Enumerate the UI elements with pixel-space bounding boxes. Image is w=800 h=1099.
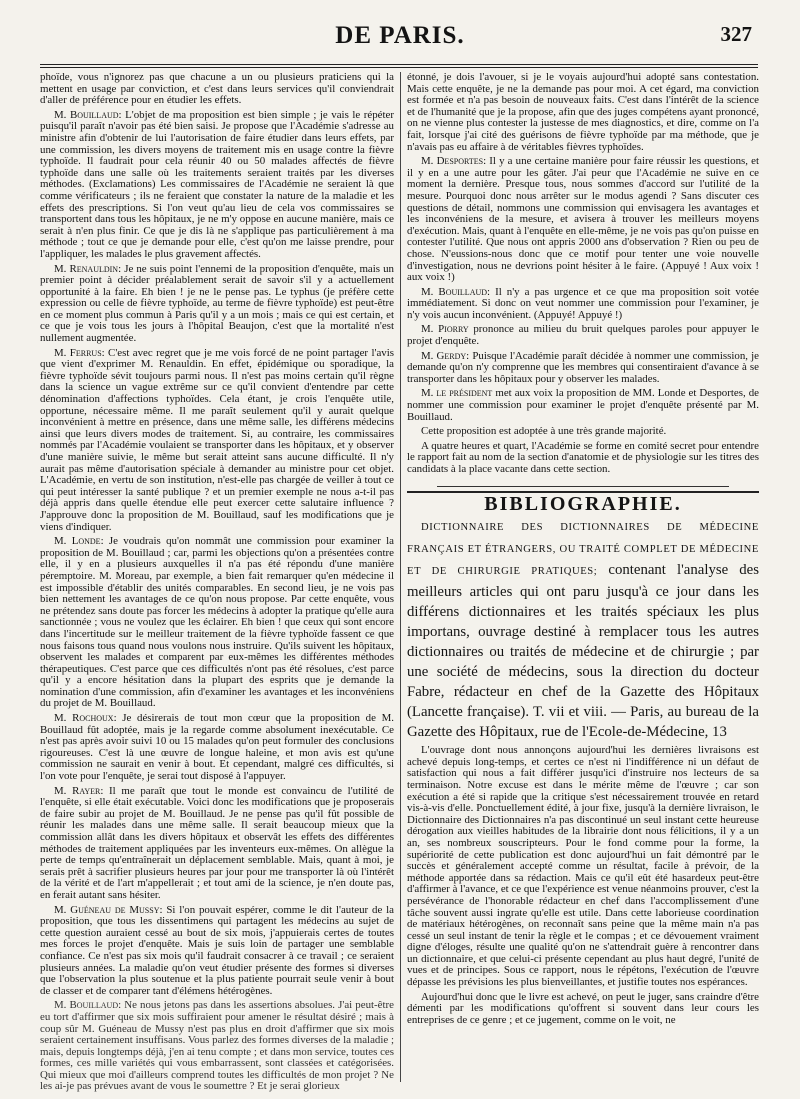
bibliography-title: DICTIONNAIRE DES DICTIONNAIRES DE MÉDECINE FRANÇAIS ET ÉTRANGERS, OU TRAITÉ COMPLET DE MÉDECINE ET DE CHIRURGIE PRATIQUES; (407, 522, 759, 578)
paragraph (40, 264, 394, 345)
header-rule (40, 64, 758, 68)
speaker-name: M. Bouillaud (421, 285, 488, 298)
speaker-name: M. le président (421, 387, 493, 400)
speaker-name: M. Rayer (54, 784, 101, 797)
speech-text: : Je désirerais de tout mon cœur que la proposition de M. Bouillaud fût adoptée, mais je la regarde comme absolument inexécutable. Ce n'est pas après avoir suivi 10 ou 15 malades qu'on peut formuler des conclusions rigoureuses. C'est là une œuvre de longue haleine, et mon avis est qu'une commission ne saurait en venir à bout. Et cependant, malgré ces difficultés, si l'on vote pour l'enquête, je serai tout disposé à l'appuyer. (40, 712, 394, 783)
paragraph: étonné, je dois l'avouer, si je le voyais aujourd'hui adopté sans contestation. Mais cette enquête, je ne la demande pas pour moi. A cet égard, ma conviction est formée et n'a pas besoin de nouveaux faits. C'est dans l'intérêt de la science et de l'humanité que je la propose, afin que des juges compétens ayant prononcé, on ne vienne plus contester la justesse de mes diagnostics, et dire, comme on l'a fait, lorsque j'ai cité des guérisons de fièvre typhoïde par ma méthode, que je n'avais pas eu affaire à de véritables fièvres typhoïdes. (407, 71, 759, 153)
paragraph (407, 287, 759, 322)
paragraph: A quatre heures et quart, l'Académie se forme en comité secret pour entendre le rapport fait au nom de la section d'anatomie et de physiologie sur les titres des candidats à la place vacante dans cette section. (407, 439, 759, 475)
speaker-name: M. Rochoux (54, 712, 114, 725)
paragraph: Aujourd'hui donc que le livre est achevé, on peut le juger, sans craindre d'être démenti par les modifications qu'offrent si souvent dans leur cours les entreprises de ce genre ; et ce jugement, comme on le voit, ne (407, 990, 759, 1026)
paragraph (40, 713, 394, 783)
speech-text: : Il n'y a pas urgence et ce que ma proposition soit votée immédiatement. Si donc on veut nommer une commission pour l'examiner, je n'y vois aucun inconvénient. (Appuyé! Appuyé !) (407, 285, 760, 321)
speech-text: met aux voix la proposition de MM. Londe et Desportes, de nommer une commission pour examiner le projet d'enquête présenté par M. Bouillaud. (407, 387, 759, 423)
paragraph (40, 1000, 394, 1093)
paragraph (407, 351, 759, 386)
section-title: BIBLIOGRAPHIE. (484, 492, 682, 515)
paragraph: L'ouvrage dont nous annonçons aujourd'hui les dernières livraisons est achevé depuis long-temps, et certes ce n'est ni l'indifférence ni un défaut de satisfaction qui nous a fait différer jusqu'ici d'instruire nos lecteurs de sa terminaison. Notre excuse est dans le mérite même de l'œuvre ; car son exécution a été si rapide que la critique s'est nécessairement trouvée en retard vis-à-vis d'elle. Ponctuellement édité, à jour fixe, jusqu'à la dernière livraison, le Dictionnaire des Dictionnaires n'a pas discontinué un seul instant cette heureuse dérogation aux vieilles habitudes de la librairie dont nous félicitions, il y a un an, ses nombreux souscripteurs. Pour le fond comme pour la forme, la supériorité de cette publication est donc aujourd'hui un fait démontré par le succès et généralement accepté comme un résultat, facile à prévoir, de la méthode apportée dans sa rédaction. Mais ce qu'il eût été hasardeux peut-être d'affirmer à l'avance, et ce que l'expérience est venue néanmoins prouver, c'est la persévérance de l'honorable rédacteur en chef dans l'accomplissement d'une tâche souvent aussi ingrate qu'elle est utile. Dans cette laborieuse coordination de matériaux hétérogènes, on reconnaît sans peine que la même main n'a pas cessé un seul instant de tenir la règle et le compas ; et ce dévouement vraiment digne d'éloges, résulte une qualité qu'on ne s'attendrait guère à rencontrer dans un dictionnaire, et que celui-ci présente cependant au plus haut degré, l'unité de vues et de principes. Sous ce rapport, nous le répétons, l'exécution de l'œuvre dépasse les prévisions les plus bienveillantes, et justifie toutes nos espérances. (407, 744, 759, 989)
paragraph (40, 905, 394, 998)
speech-text: : Il y a une certaine manière pour faire réussir les questions, et il y en a une autre pour les gâter. J'ai peur que l'Académie ne suive en ce moment la dernière. Presque tous, nous sommes d'accord sur l'utilité de la mesure. Pourquoi donc nous arrêter sur le modus agendi ? Sans discuter ces questions de détail, nommons une commission qui envisagera les avantages et les inconvéniens de la mesure, et avisera à trouver les meilleurs moyens d'exécution. Mais, quant à l'enquête en elle-même, je ne vois pas qu'on puisse en contester l'utilité. Que nous ont appris 2000 ans d'observation ? Rien ou peu de chose. N'eussions-nous donc que ce motif pour tenter une voie nouvelle d'investigation, nous ne devrions point hésiter à le faire. (Appuyé ! Aux voix ! aux voix !) (407, 155, 759, 284)
speaker-name: M. Gerdy (421, 349, 467, 362)
paragraph (40, 536, 394, 710)
section-rule (437, 486, 729, 487)
speaker-name: M. Piorry (421, 323, 469, 336)
speaker-name: M. Renauldin (54, 262, 119, 275)
speaker-name: M. Guéneau de Mussy (54, 903, 160, 916)
speech-text: prononce au milieu du bruit quelques paroles pour appuyer le projet d'enquête. (407, 323, 759, 348)
speech-text: : Je voudrais qu'on nommât une commission pour examiner la proposition de M. Bouillaud ; car, parmi les objections qu'on a présentées contre elle, il y en a plusieurs auxquelles il n'a pas été répondu d'une manière péremptoire. M. Moreau, par exemple, a bien fait remarquer qu'en médecine il est impossible d'établir des unités comparables. En second lieu, je ne vois pas bien nettement les avantages de ce qu'on nous propose. Par cette enquête, vous ne prétendez sans doute pas forcer les médecins à adopter la pratique qu'elle aura sanctionnée ; vous ne voulez que les éclairer. Eh bien ! que ceux qui sont encore dans l'incertitude sur le meilleur traitement de la fièvre typhoïde fassent ce que nous faisons tous quand nous voulons nous instruire. Qu'ils suivent les hôpitaux, observent les malades et comparent par eux-mêmes les différentes méthodes thérapeutiques. C'est parce que ces difficultés n'ont pas été résolues, c'est parce qu'il y a encore hésitation dans la plupart des esprits que je demande la nomination d'une commission, afin d'examiner les avantages et les inconvéniens du projet de M. Bouillaud. (40, 535, 394, 710)
speaker-name: M. Londe (54, 535, 101, 548)
speech-text: : Je ne suis point l'ennemi de la proposition d'enquête, mais un premier point à décider préalablement serait de savoir s'il y a actuellement opportunité à la faire. Eh bien ! je ne le pense pas. Le typhus (je préfère cette expression ou celle de fièvre typhoïde, au terme de fièvre typhoïde) est peut-être en ce moment plus commun à Paris qu'il y a un mois ; mais ce qui est certain, et ce que je vois tous les jours à l'hôpital Beaujon, c'est que la mortalité n'est nullement augmentée. (40, 262, 394, 345)
left-column (40, 72, 394, 1096)
speech-text: : Puisque l'Académie paraît décidée à nommer une commission, je demande qu'on n'y comprenne que les membres qui consentiraient d'avance à se transporter dans les hôpitaux pour y observer les malades. (407, 349, 759, 385)
speech-text: : Il me paraît que tout le monde est convaincu de l'utilité de l'enquête, si elle était exécutable. Voici donc les modifications que je proposerais de faire subir au projet de M. Bouillaud. Je ne pense pas qu'il fût possible de réunir les malades dans une même salle. Il serait beaucoup mieux que la commission allât dans les divers hôpitaux et observât les effets des différentes méthodes de traitement appliquées par les inventeurs eux-mêmes. On allègue la perte de temps qu'entraînerait un déplacement semblable. Mais, quant à moi, je serais prêt à sacrifier plusieurs heures par jour pour me transporter là où l'intérêt de la vérité et de l'art m'appellerait ; et tout ami de la science, je n'en doute pas, en ferait autant sans hésiter. (40, 784, 395, 901)
paragraph (40, 110, 394, 261)
speech-text: : C'est avec regret que je me vois forcé de ne point partager l'avis que vient d'exprimer M. Renauldin. En effet, épidémique ou sporadique, la fièvre typhoïde sévit toujours parmi nous. Il n'est pas moins certain qu'il règne dans la science un vague extrême sur ce qu'il convient d'entendre par cette dénomination d'affections typhoïdes. Cela étant, je crois l'enquête utile, opportune, nécessaire même. Il me paraît seulement qu'il y aurait quelque inconvénient à mettre en présence, dans une même salle, les différens médecins ainsi que leurs divers modes de traitement. Si, au contraire, les commissaires nommés par l'Académie voulaient se transporter dans les hôpitaux, et y observer d'une manière suivie, le même but serait atteint sans aucune difficulté. Il n'y aurait pas même d'autorisation spéciale à demander au ministre pour cet objet. L'Académie, en vertu de son institution, n'est-elle pas chargée de veiller à tout ce qui peut intéresser la santé publique ? et un premier exemple ne nous a-t-il pas déjà appris dans quelle étendue elle peut exercer cette salutaire influence ? J'approuve donc la proposition de M. Bouillaud, sauf les modifications que je viens d'indiquer. (40, 346, 394, 533)
speech-text: : Ne nous jetons pas dans les assertions absolues. J'ai peut-être eu tort d'affirmer que six mois suffiraient pour amener le résultat désiré ; mais à coup sûr M. Guéneau de Mussy n'est pas plus en droit d'affirmer que six mois seraient certainement insuffisans. Vous parlez des formes diverses de la maladie ; mais, depuis longtemps déjà, j'en ai tenu compte ; et dans mon service, toutes ces formes, ces mille variétés qui vous embarrassent, sont classées et catégorisées. Qui mieux que moi d'ailleurs comprend toutes les difficultés de mon projet ? Ne les ai-je pas prévues avant de vous le soumettre ? Et je serai glorieux (40, 999, 394, 1093)
bibliography-entry (407, 516, 759, 742)
column-divider (400, 72, 401, 1082)
page-header-title: DE PARIS. (335, 22, 465, 49)
page-number: 327 (720, 22, 752, 46)
bibliography-description: contenant l'analyse des meilleurs articles qui ont paru jusqu'à ce jour dans les différens dictionnaires et les traités spéciaux les plus importans, ouvrage destiné à remplacer tous les autres dictionnaires ou traités de médecine et de chirurgie ; par une société de médecins, sous la direction du docteur Fabre, rédacteur en chef de la Gazette des Hôpitaux (Lancette française). T. vii et viii. — Paris, au bureau de la Gazette des Hôpitaux, rue de l'Ecole-de-Médecine, 13 (407, 562, 759, 741)
speaker-name: M. Bouillaud (54, 108, 119, 121)
right-column (407, 72, 759, 1029)
paragraph: Cette proposition est adoptée à une très grande majorité. (421, 425, 667, 438)
speech-text: : Si l'on pouvait espérer, comme le dit l'auteur de la proposition, que tous les dissentimens qui partagent les médecins au sujet de cette question auraient cessé au bout de six mois, j'appuierais certes de toutes mes forces le projet d'enquête. Mais je suis loin de partager une semblable confiance. Ce n'est pas six mois qu'il faudrait consacrer à ce travail ; ce seraient plusieurs années. La maladie qu'on veut étudier présente des formes si diverses que l'observation la plus soutenue et la plus patiente pourrait seule venir à bout de classer et de comparer tant d'élémens hétérogènes. (40, 903, 395, 997)
paragraph (40, 348, 394, 534)
paragraph: phoïde, vous n'ignorez pas que chacune a un ou plusieurs praticiens qui la mettent en usage par conviction, et c'est dans leurs services qu'il conviendrait d'aller de préférence pour en étudier les effets. (40, 71, 394, 107)
paragraph (407, 324, 759, 347)
speaker-name: M. Bouillaud (54, 999, 119, 1012)
paragraph (407, 388, 759, 423)
speaker-name: M. Ferrus (54, 346, 102, 359)
speech-text: : L'objet de ma proposition est bien simple ; je vais le répéter puisqu'il paraît n'avoir pas été bien saisi. Je propose que l'Académie s'adresse au ministre afin d'obtenir de lui l'autorisation de faire étudier dans leurs effets, par une commission, les divers moyens de traitement mis en usage contre la fièvre typhoïde. Il faudrait pour cela réunir 40 ou 50 malades affectés de fièvre typhoïde dans une salle où les traitements seraient traités par les diverses méthodes. (Exclamations) Les commissaires de l'Académie ne seraient là que comme vérificateurs ; ils ne feraient que constater la nature de la maladie et les effets des prescriptions. Si l'on veut qu'au lieu de cela vos commissaires se transportent dans tous les hôpitaux, je ne m'y oppose en aucune manière, mais ce serait à n'en plus finir. Ce que je dis là ne s'applique pas particulièrement à ma méthode ; tout ce que je demande pour elle, c'est qu'on me laisse prendre, pour l'appliquer, les malades le plus gravement affectés. (40, 108, 394, 260)
paragraph (407, 156, 759, 284)
paragraph (40, 786, 394, 902)
speaker-name: M. Desportes (421, 155, 484, 168)
